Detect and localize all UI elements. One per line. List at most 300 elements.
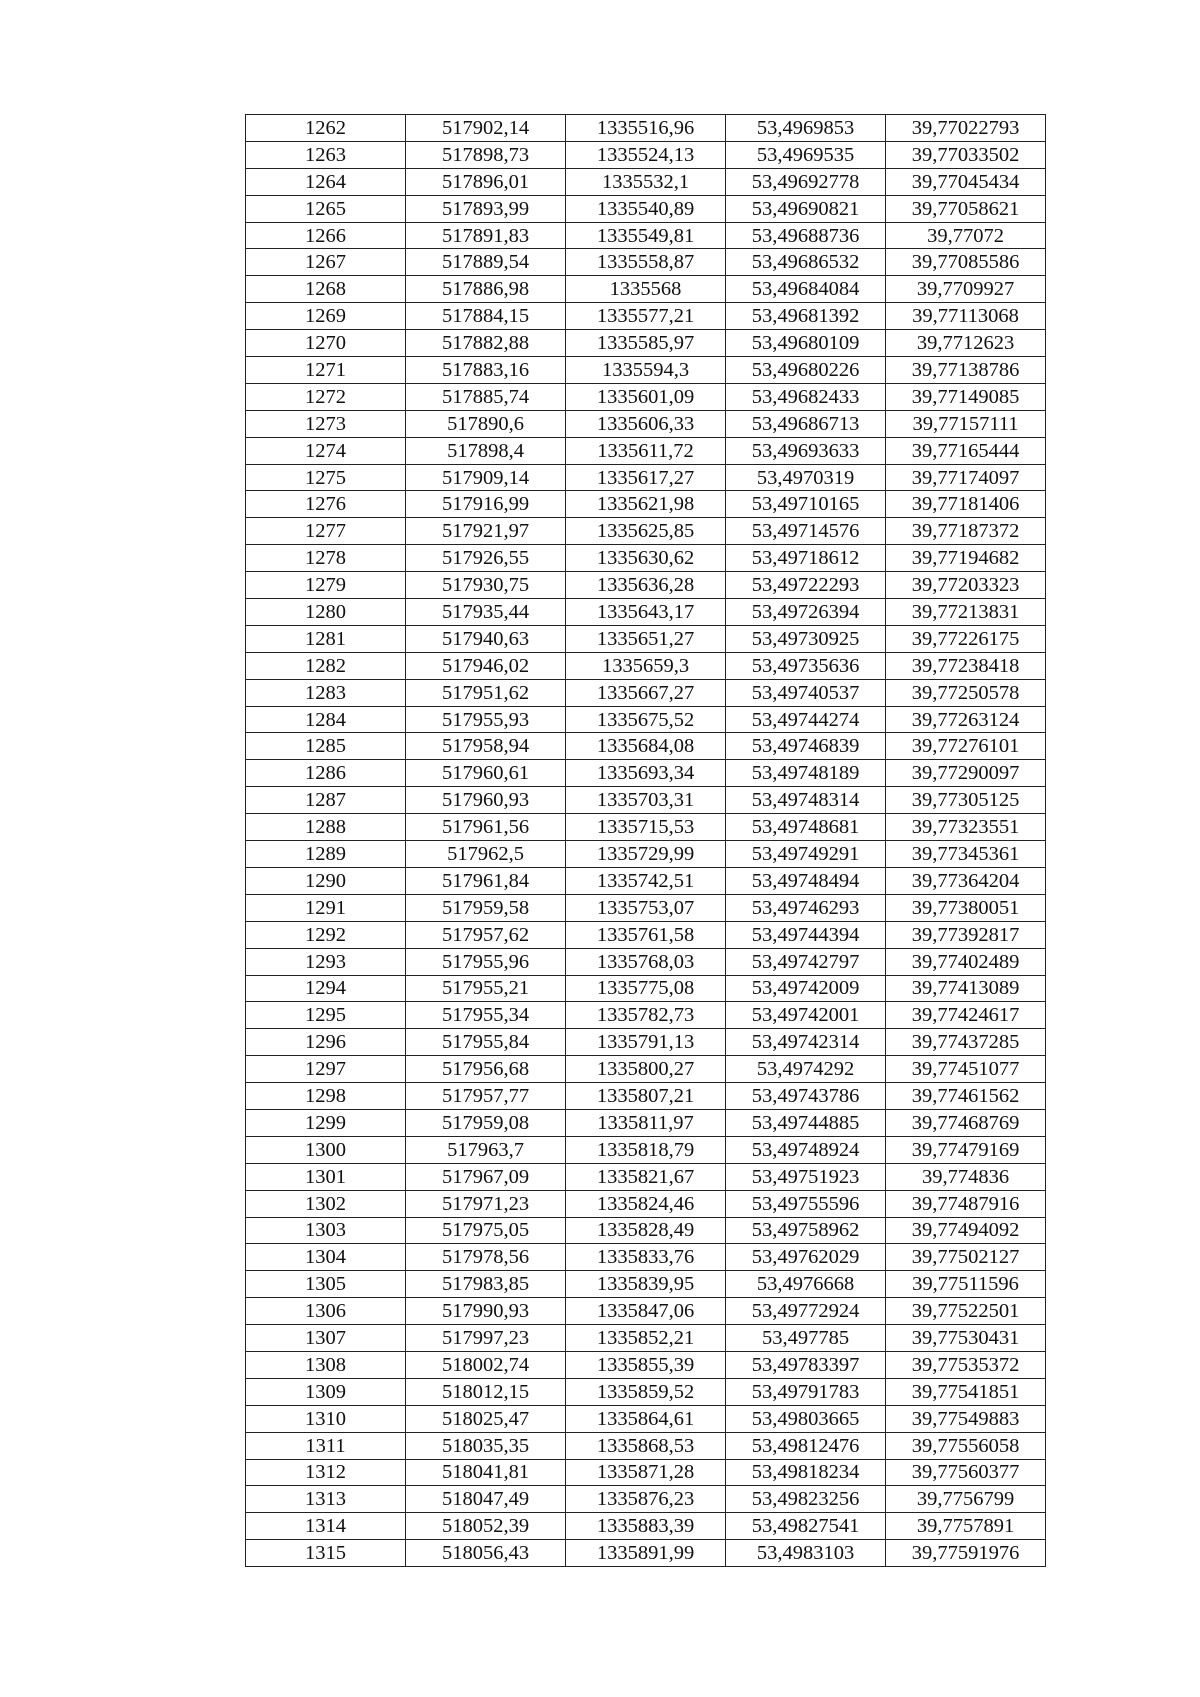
- latitude-cell: 53,49718612: [726, 545, 886, 572]
- latitude-cell: 53,49680109: [726, 330, 886, 357]
- longitude-cell: 39,77072: [886, 222, 1046, 249]
- latitude-cell: 53,49818234: [726, 1459, 886, 1486]
- y-coordinate-cell: 1335883,39: [566, 1513, 726, 1540]
- x-coordinate-cell: 517886,98: [406, 276, 566, 303]
- longitude-cell: 39,77437285: [886, 1029, 1046, 1056]
- y-coordinate-cell: 1335753,07: [566, 894, 726, 921]
- point-number-cell: 1303: [246, 1217, 406, 1244]
- point-number-cell: 1290: [246, 867, 406, 894]
- point-number-cell: 1306: [246, 1298, 406, 1325]
- longitude-cell: 39,77549883: [886, 1405, 1046, 1432]
- y-coordinate-cell: 1335594,3: [566, 357, 726, 384]
- x-coordinate-cell: 517961,56: [406, 814, 566, 841]
- point-number-cell: 1312: [246, 1459, 406, 1486]
- y-coordinate-cell: 1335864,61: [566, 1405, 726, 1432]
- y-coordinate-cell: 1335606,33: [566, 410, 726, 437]
- y-coordinate-cell: 1335871,28: [566, 1459, 726, 1486]
- x-coordinate-cell: 518047,49: [406, 1486, 566, 1513]
- x-coordinate-cell: 517967,09: [406, 1163, 566, 1190]
- point-number-cell: 1289: [246, 841, 406, 868]
- longitude-cell: 39,77226175: [886, 625, 1046, 652]
- longitude-cell: 39,77022793: [886, 115, 1046, 142]
- y-coordinate-cell: 1335729,99: [566, 841, 726, 868]
- latitude-cell: 53,49686713: [726, 410, 886, 437]
- longitude-cell: 39,77149085: [886, 383, 1046, 410]
- latitude-cell: 53,49812476: [726, 1432, 886, 1459]
- x-coordinate-cell: 517997,23: [406, 1325, 566, 1352]
- longitude-cell: 39,774836: [886, 1163, 1046, 1190]
- y-coordinate-cell: 1335651,27: [566, 625, 726, 652]
- latitude-cell: 53,49742314: [726, 1029, 886, 1056]
- x-coordinate-cell: 517959,08: [406, 1109, 566, 1136]
- point-number-cell: 1314: [246, 1513, 406, 1540]
- latitude-cell: 53,49746839: [726, 733, 886, 760]
- point-number-cell: 1280: [246, 599, 406, 626]
- y-coordinate-cell: 1335601,09: [566, 383, 726, 410]
- y-coordinate-cell: 1335630,62: [566, 545, 726, 572]
- table-row: [246, 1136, 1046, 1163]
- y-coordinate-cell: 1335833,76: [566, 1244, 726, 1271]
- latitude-cell: 53,49682433: [726, 383, 886, 410]
- x-coordinate-cell: 518025,47: [406, 1405, 566, 1432]
- x-coordinate-cell: 517893,99: [406, 195, 566, 222]
- x-coordinate-cell: 517882,88: [406, 330, 566, 357]
- latitude-cell: 53,49690821: [726, 195, 886, 222]
- x-coordinate-cell: 518041,81: [406, 1459, 566, 1486]
- y-coordinate-cell: 1335577,21: [566, 303, 726, 330]
- longitude-cell: 39,77424617: [886, 1002, 1046, 1029]
- y-coordinate-cell: 1335693,34: [566, 760, 726, 787]
- x-coordinate-cell: 517955,21: [406, 975, 566, 1002]
- longitude-cell: 39,77238418: [886, 652, 1046, 679]
- point-number-cell: 1311: [246, 1432, 406, 1459]
- x-coordinate-cell: 517955,84: [406, 1029, 566, 1056]
- point-number-cell: 1272: [246, 383, 406, 410]
- table-row: [246, 706, 1046, 733]
- coordinates-table-body: [246, 115, 1046, 1567]
- y-coordinate-cell: 1335643,17: [566, 599, 726, 626]
- table-row: [246, 975, 1046, 1002]
- latitude-cell: 53,497785: [726, 1325, 886, 1352]
- longitude-cell: 39,77461562: [886, 1083, 1046, 1110]
- point-number-cell: 1294: [246, 975, 406, 1002]
- latitude-cell: 53,49748681: [726, 814, 886, 841]
- point-number-cell: 1271: [246, 357, 406, 384]
- table-row: [246, 195, 1046, 222]
- table-row: [246, 330, 1046, 357]
- latitude-cell: 53,49744394: [726, 921, 886, 948]
- point-number-cell: 1287: [246, 787, 406, 814]
- longitude-cell: 39,77364204: [886, 867, 1046, 894]
- y-coordinate-cell: 1335549,81: [566, 222, 726, 249]
- x-coordinate-cell: 517885,74: [406, 383, 566, 410]
- y-coordinate-cell: 1335636,28: [566, 572, 726, 599]
- point-number-cell: 1281: [246, 625, 406, 652]
- longitude-cell: 39,77263124: [886, 706, 1046, 733]
- point-number-cell: 1297: [246, 1056, 406, 1083]
- point-number-cell: 1288: [246, 814, 406, 841]
- longitude-cell: 39,77380051: [886, 894, 1046, 921]
- table-row: [246, 948, 1046, 975]
- y-coordinate-cell: 1335524,13: [566, 141, 726, 168]
- point-number-cell: 1298: [246, 1083, 406, 1110]
- y-coordinate-cell: 1335611,72: [566, 437, 726, 464]
- longitude-cell: 39,77165444: [886, 437, 1046, 464]
- x-coordinate-cell: 517883,16: [406, 357, 566, 384]
- x-coordinate-cell: 517946,02: [406, 652, 566, 679]
- table-row: [246, 1217, 1046, 1244]
- latitude-cell: 53,49791783: [726, 1378, 886, 1405]
- y-coordinate-cell: 1335558,87: [566, 249, 726, 276]
- latitude-cell: 53,49746293: [726, 894, 886, 921]
- y-coordinate-cell: 1335855,39: [566, 1351, 726, 1378]
- y-coordinate-cell: 1335852,21: [566, 1325, 726, 1352]
- x-coordinate-cell: 517884,15: [406, 303, 566, 330]
- longitude-cell: 39,7757891: [886, 1513, 1046, 1540]
- latitude-cell: 53,49783397: [726, 1351, 886, 1378]
- latitude-cell: 53,49827541: [726, 1513, 886, 1540]
- latitude-cell: 53,4976668: [726, 1271, 886, 1298]
- point-number-cell: 1305: [246, 1271, 406, 1298]
- table-row: [246, 303, 1046, 330]
- longitude-cell: 39,77187372: [886, 518, 1046, 545]
- latitude-cell: 53,49748314: [726, 787, 886, 814]
- longitude-cell: 39,77276101: [886, 733, 1046, 760]
- table-row: [246, 1325, 1046, 1352]
- x-coordinate-cell: 517890,6: [406, 410, 566, 437]
- x-coordinate-cell: 517909,14: [406, 464, 566, 491]
- longitude-cell: 39,77541851: [886, 1378, 1046, 1405]
- longitude-cell: 39,7709927: [886, 276, 1046, 303]
- x-coordinate-cell: 517926,55: [406, 545, 566, 572]
- longitude-cell: 39,77045434: [886, 168, 1046, 195]
- longitude-cell: 39,77511596: [886, 1271, 1046, 1298]
- y-coordinate-cell: 1335868,53: [566, 1432, 726, 1459]
- table-row: [246, 733, 1046, 760]
- table-row: [246, 572, 1046, 599]
- latitude-cell: 53,49681392: [726, 303, 886, 330]
- point-number-cell: 1268: [246, 276, 406, 303]
- table-row: [246, 249, 1046, 276]
- point-number-cell: 1273: [246, 410, 406, 437]
- longitude-cell: 39,77468769: [886, 1109, 1046, 1136]
- table-row: [246, 437, 1046, 464]
- point-number-cell: 1262: [246, 115, 406, 142]
- longitude-cell: 39,7712623: [886, 330, 1046, 357]
- latitude-cell: 53,49748924: [726, 1136, 886, 1163]
- y-coordinate-cell: 1335800,27: [566, 1056, 726, 1083]
- latitude-cell: 53,49762029: [726, 1244, 886, 1271]
- longitude-cell: 39,77250578: [886, 679, 1046, 706]
- x-coordinate-cell: 517983,85: [406, 1271, 566, 1298]
- y-coordinate-cell: 1335625,85: [566, 518, 726, 545]
- x-coordinate-cell: 517957,62: [406, 921, 566, 948]
- longitude-cell: 39,77451077: [886, 1056, 1046, 1083]
- latitude-cell: 53,49748189: [726, 760, 886, 787]
- longitude-cell: 39,77157111: [886, 410, 1046, 437]
- x-coordinate-cell: 517971,23: [406, 1190, 566, 1217]
- point-number-cell: 1302: [246, 1190, 406, 1217]
- point-number-cell: 1285: [246, 733, 406, 760]
- table-row: [246, 894, 1046, 921]
- point-number-cell: 1274: [246, 437, 406, 464]
- x-coordinate-cell: 517935,44: [406, 599, 566, 626]
- point-number-cell: 1299: [246, 1109, 406, 1136]
- table-row: [246, 168, 1046, 195]
- point-number-cell: 1307: [246, 1325, 406, 1352]
- latitude-cell: 53,49755596: [726, 1190, 886, 1217]
- table-row: [246, 760, 1046, 787]
- y-coordinate-cell: 1335807,21: [566, 1083, 726, 1110]
- table-row: [246, 1244, 1046, 1271]
- latitude-cell: 53,49743786: [726, 1083, 886, 1110]
- table-row: [246, 841, 1046, 868]
- table-row: [246, 464, 1046, 491]
- longitude-cell: 39,77323551: [886, 814, 1046, 841]
- point-number-cell: 1295: [246, 1002, 406, 1029]
- point-number-cell: 1265: [246, 195, 406, 222]
- x-coordinate-cell: 517978,56: [406, 1244, 566, 1271]
- y-coordinate-cell: 1335703,31: [566, 787, 726, 814]
- latitude-cell: 53,4974292: [726, 1056, 886, 1083]
- longitude-cell: 39,77556058: [886, 1432, 1046, 1459]
- latitude-cell: 53,49742001: [726, 1002, 886, 1029]
- latitude-cell: 53,49742797: [726, 948, 886, 975]
- latitude-cell: 53,49693633: [726, 437, 886, 464]
- y-coordinate-cell: 1335761,58: [566, 921, 726, 948]
- y-coordinate-cell: 1335775,08: [566, 975, 726, 1002]
- longitude-cell: 39,77535372: [886, 1351, 1046, 1378]
- point-number-cell: 1309: [246, 1378, 406, 1405]
- y-coordinate-cell: 1335768,03: [566, 948, 726, 975]
- x-coordinate-cell: 517898,4: [406, 437, 566, 464]
- latitude-cell: 53,49688736: [726, 222, 886, 249]
- table-row: [246, 1486, 1046, 1513]
- latitude-cell: 53,49823256: [726, 1486, 886, 1513]
- table-row: [246, 1351, 1046, 1378]
- longitude-cell: 39,77290097: [886, 760, 1046, 787]
- longitude-cell: 39,77181406: [886, 491, 1046, 518]
- point-number-cell: 1293: [246, 948, 406, 975]
- y-coordinate-cell: 1335811,97: [566, 1109, 726, 1136]
- y-coordinate-cell: 1335859,52: [566, 1378, 726, 1405]
- point-number-cell: 1296: [246, 1029, 406, 1056]
- longitude-cell: 39,77591976: [886, 1540, 1046, 1567]
- longitude-cell: 39,77494092: [886, 1217, 1046, 1244]
- x-coordinate-cell: 517959,58: [406, 894, 566, 921]
- y-coordinate-cell: 1335684,08: [566, 733, 726, 760]
- x-coordinate-cell: 517963,7: [406, 1136, 566, 1163]
- y-coordinate-cell: 1335675,52: [566, 706, 726, 733]
- longitude-cell: 39,77522501: [886, 1298, 1046, 1325]
- table-row: [246, 625, 1046, 652]
- point-number-cell: 1291: [246, 894, 406, 921]
- table-row: [246, 652, 1046, 679]
- point-number-cell: 1264: [246, 168, 406, 195]
- x-coordinate-cell: 517960,93: [406, 787, 566, 814]
- table-row: [246, 921, 1046, 948]
- point-number-cell: 1263: [246, 141, 406, 168]
- point-number-cell: 1278: [246, 545, 406, 572]
- point-number-cell: 1283: [246, 679, 406, 706]
- longitude-cell: 39,77033502: [886, 141, 1046, 168]
- longitude-cell: 39,77138786: [886, 357, 1046, 384]
- latitude-cell: 53,49730925: [726, 625, 886, 652]
- table-row: [246, 222, 1046, 249]
- table-row: [246, 383, 1046, 410]
- x-coordinate-cell: 518056,43: [406, 1540, 566, 1567]
- table-row: [246, 1109, 1046, 1136]
- point-number-cell: 1277: [246, 518, 406, 545]
- x-coordinate-cell: 517930,75: [406, 572, 566, 599]
- table-row: [246, 1163, 1046, 1190]
- table-row: [246, 1029, 1046, 1056]
- table-row: [246, 679, 1046, 706]
- x-coordinate-cell: 517940,63: [406, 625, 566, 652]
- table-row: [246, 1432, 1046, 1459]
- x-coordinate-cell: 517951,62: [406, 679, 566, 706]
- longitude-cell: 39,77058621: [886, 195, 1046, 222]
- y-coordinate-cell: 1335782,73: [566, 1002, 726, 1029]
- x-coordinate-cell: 517898,73: [406, 141, 566, 168]
- x-coordinate-cell: 518012,15: [406, 1378, 566, 1405]
- longitude-cell: 39,77203323: [886, 572, 1046, 599]
- point-number-cell: 1315: [246, 1540, 406, 1567]
- x-coordinate-cell: 517960,61: [406, 760, 566, 787]
- x-coordinate-cell: 517955,34: [406, 1002, 566, 1029]
- latitude-cell: 53,49744274: [726, 706, 886, 733]
- y-coordinate-cell: 1335742,51: [566, 867, 726, 894]
- x-coordinate-cell: 517962,5: [406, 841, 566, 868]
- y-coordinate-cell: 1335828,49: [566, 1217, 726, 1244]
- y-coordinate-cell: 1335516,96: [566, 115, 726, 142]
- x-coordinate-cell: 517975,05: [406, 1217, 566, 1244]
- table-row: [246, 1002, 1046, 1029]
- point-number-cell: 1292: [246, 921, 406, 948]
- y-coordinate-cell: 1335824,46: [566, 1190, 726, 1217]
- table-row: [246, 1459, 1046, 1486]
- point-number-cell: 1301: [246, 1163, 406, 1190]
- latitude-cell: 53,49740537: [726, 679, 886, 706]
- table-row: [246, 410, 1046, 437]
- table-row: [246, 491, 1046, 518]
- y-coordinate-cell: 1335532,1: [566, 168, 726, 195]
- latitude-cell: 53,49710165: [726, 491, 886, 518]
- latitude-cell: 53,49803665: [726, 1405, 886, 1432]
- y-coordinate-cell: 1335659,3: [566, 652, 726, 679]
- latitude-cell: 53,49751923: [726, 1163, 886, 1190]
- table-row: [246, 276, 1046, 303]
- longitude-cell: 39,77402489: [886, 948, 1046, 975]
- latitude-cell: 53,49748494: [726, 867, 886, 894]
- y-coordinate-cell: 1335568: [566, 276, 726, 303]
- point-number-cell: 1276: [246, 491, 406, 518]
- x-coordinate-cell: 517961,84: [406, 867, 566, 894]
- x-coordinate-cell: 517990,93: [406, 1298, 566, 1325]
- x-coordinate-cell: 518052,39: [406, 1513, 566, 1540]
- table-row: [246, 545, 1046, 572]
- latitude-cell: 53,4970319: [726, 464, 886, 491]
- point-number-cell: 1279: [246, 572, 406, 599]
- table-row: [246, 115, 1046, 142]
- latitude-cell: 53,49686532: [726, 249, 886, 276]
- longitude-cell: 39,77194682: [886, 545, 1046, 572]
- point-number-cell: 1284: [246, 706, 406, 733]
- latitude-cell: 53,49772924: [726, 1298, 886, 1325]
- table-row: [246, 599, 1046, 626]
- coordinates-table: [245, 114, 1046, 1567]
- y-coordinate-cell: 1335847,06: [566, 1298, 726, 1325]
- y-coordinate-cell: 1335667,27: [566, 679, 726, 706]
- y-coordinate-cell: 1335791,13: [566, 1029, 726, 1056]
- latitude-cell: 53,49684084: [726, 276, 886, 303]
- longitude-cell: 39,77413089: [886, 975, 1046, 1002]
- table-row: [246, 814, 1046, 841]
- y-coordinate-cell: 1335821,67: [566, 1163, 726, 1190]
- y-coordinate-cell: 1335621,98: [566, 491, 726, 518]
- latitude-cell: 53,49744885: [726, 1109, 886, 1136]
- point-number-cell: 1300: [246, 1136, 406, 1163]
- point-number-cell: 1286: [246, 760, 406, 787]
- latitude-cell: 53,49714576: [726, 518, 886, 545]
- y-coordinate-cell: 1335891,99: [566, 1540, 726, 1567]
- longitude-cell: 39,77479169: [886, 1136, 1046, 1163]
- table-row: [246, 1190, 1046, 1217]
- point-number-cell: 1310: [246, 1405, 406, 1432]
- x-coordinate-cell: 517958,94: [406, 733, 566, 760]
- latitude-cell: 53,49680226: [726, 357, 886, 384]
- longitude-cell: 39,77392817: [886, 921, 1046, 948]
- latitude-cell: 53,49758962: [726, 1217, 886, 1244]
- table-row: [246, 518, 1046, 545]
- point-number-cell: 1313: [246, 1486, 406, 1513]
- longitude-cell: 39,77174097: [886, 464, 1046, 491]
- x-coordinate-cell: 517955,93: [406, 706, 566, 733]
- longitude-cell: 39,77502127: [886, 1244, 1046, 1271]
- table-row: [246, 867, 1046, 894]
- y-coordinate-cell: 1335839,95: [566, 1271, 726, 1298]
- x-coordinate-cell: 517921,97: [406, 518, 566, 545]
- longitude-cell: 39,77213831: [886, 599, 1046, 626]
- table-row: [246, 1083, 1046, 1110]
- latitude-cell: 53,49692778: [726, 168, 886, 195]
- point-number-cell: 1304: [246, 1244, 406, 1271]
- table-row: [246, 1378, 1046, 1405]
- latitude-cell: 53,49722293: [726, 572, 886, 599]
- longitude-cell: 39,77085586: [886, 249, 1046, 276]
- longitude-cell: 39,77530431: [886, 1325, 1046, 1352]
- x-coordinate-cell: 517957,77: [406, 1083, 566, 1110]
- y-coordinate-cell: 1335818,79: [566, 1136, 726, 1163]
- x-coordinate-cell: 518035,35: [406, 1432, 566, 1459]
- longitude-cell: 39,77345361: [886, 841, 1046, 868]
- y-coordinate-cell: 1335585,97: [566, 330, 726, 357]
- table-row: [246, 1271, 1046, 1298]
- point-number-cell: 1270: [246, 330, 406, 357]
- point-number-cell: 1308: [246, 1351, 406, 1378]
- longitude-cell: 39,77560377: [886, 1459, 1046, 1486]
- table-row: [246, 1298, 1046, 1325]
- y-coordinate-cell: 1335876,23: [566, 1486, 726, 1513]
- y-coordinate-cell: 1335617,27: [566, 464, 726, 491]
- table-row: [246, 1405, 1046, 1432]
- table-row: [246, 1513, 1046, 1540]
- x-coordinate-cell: 517956,68: [406, 1056, 566, 1083]
- latitude-cell: 53,4983103: [726, 1540, 886, 1567]
- longitude-cell: 39,77305125: [886, 787, 1046, 814]
- x-coordinate-cell: 518002,74: [406, 1351, 566, 1378]
- latitude-cell: 53,49749291: [726, 841, 886, 868]
